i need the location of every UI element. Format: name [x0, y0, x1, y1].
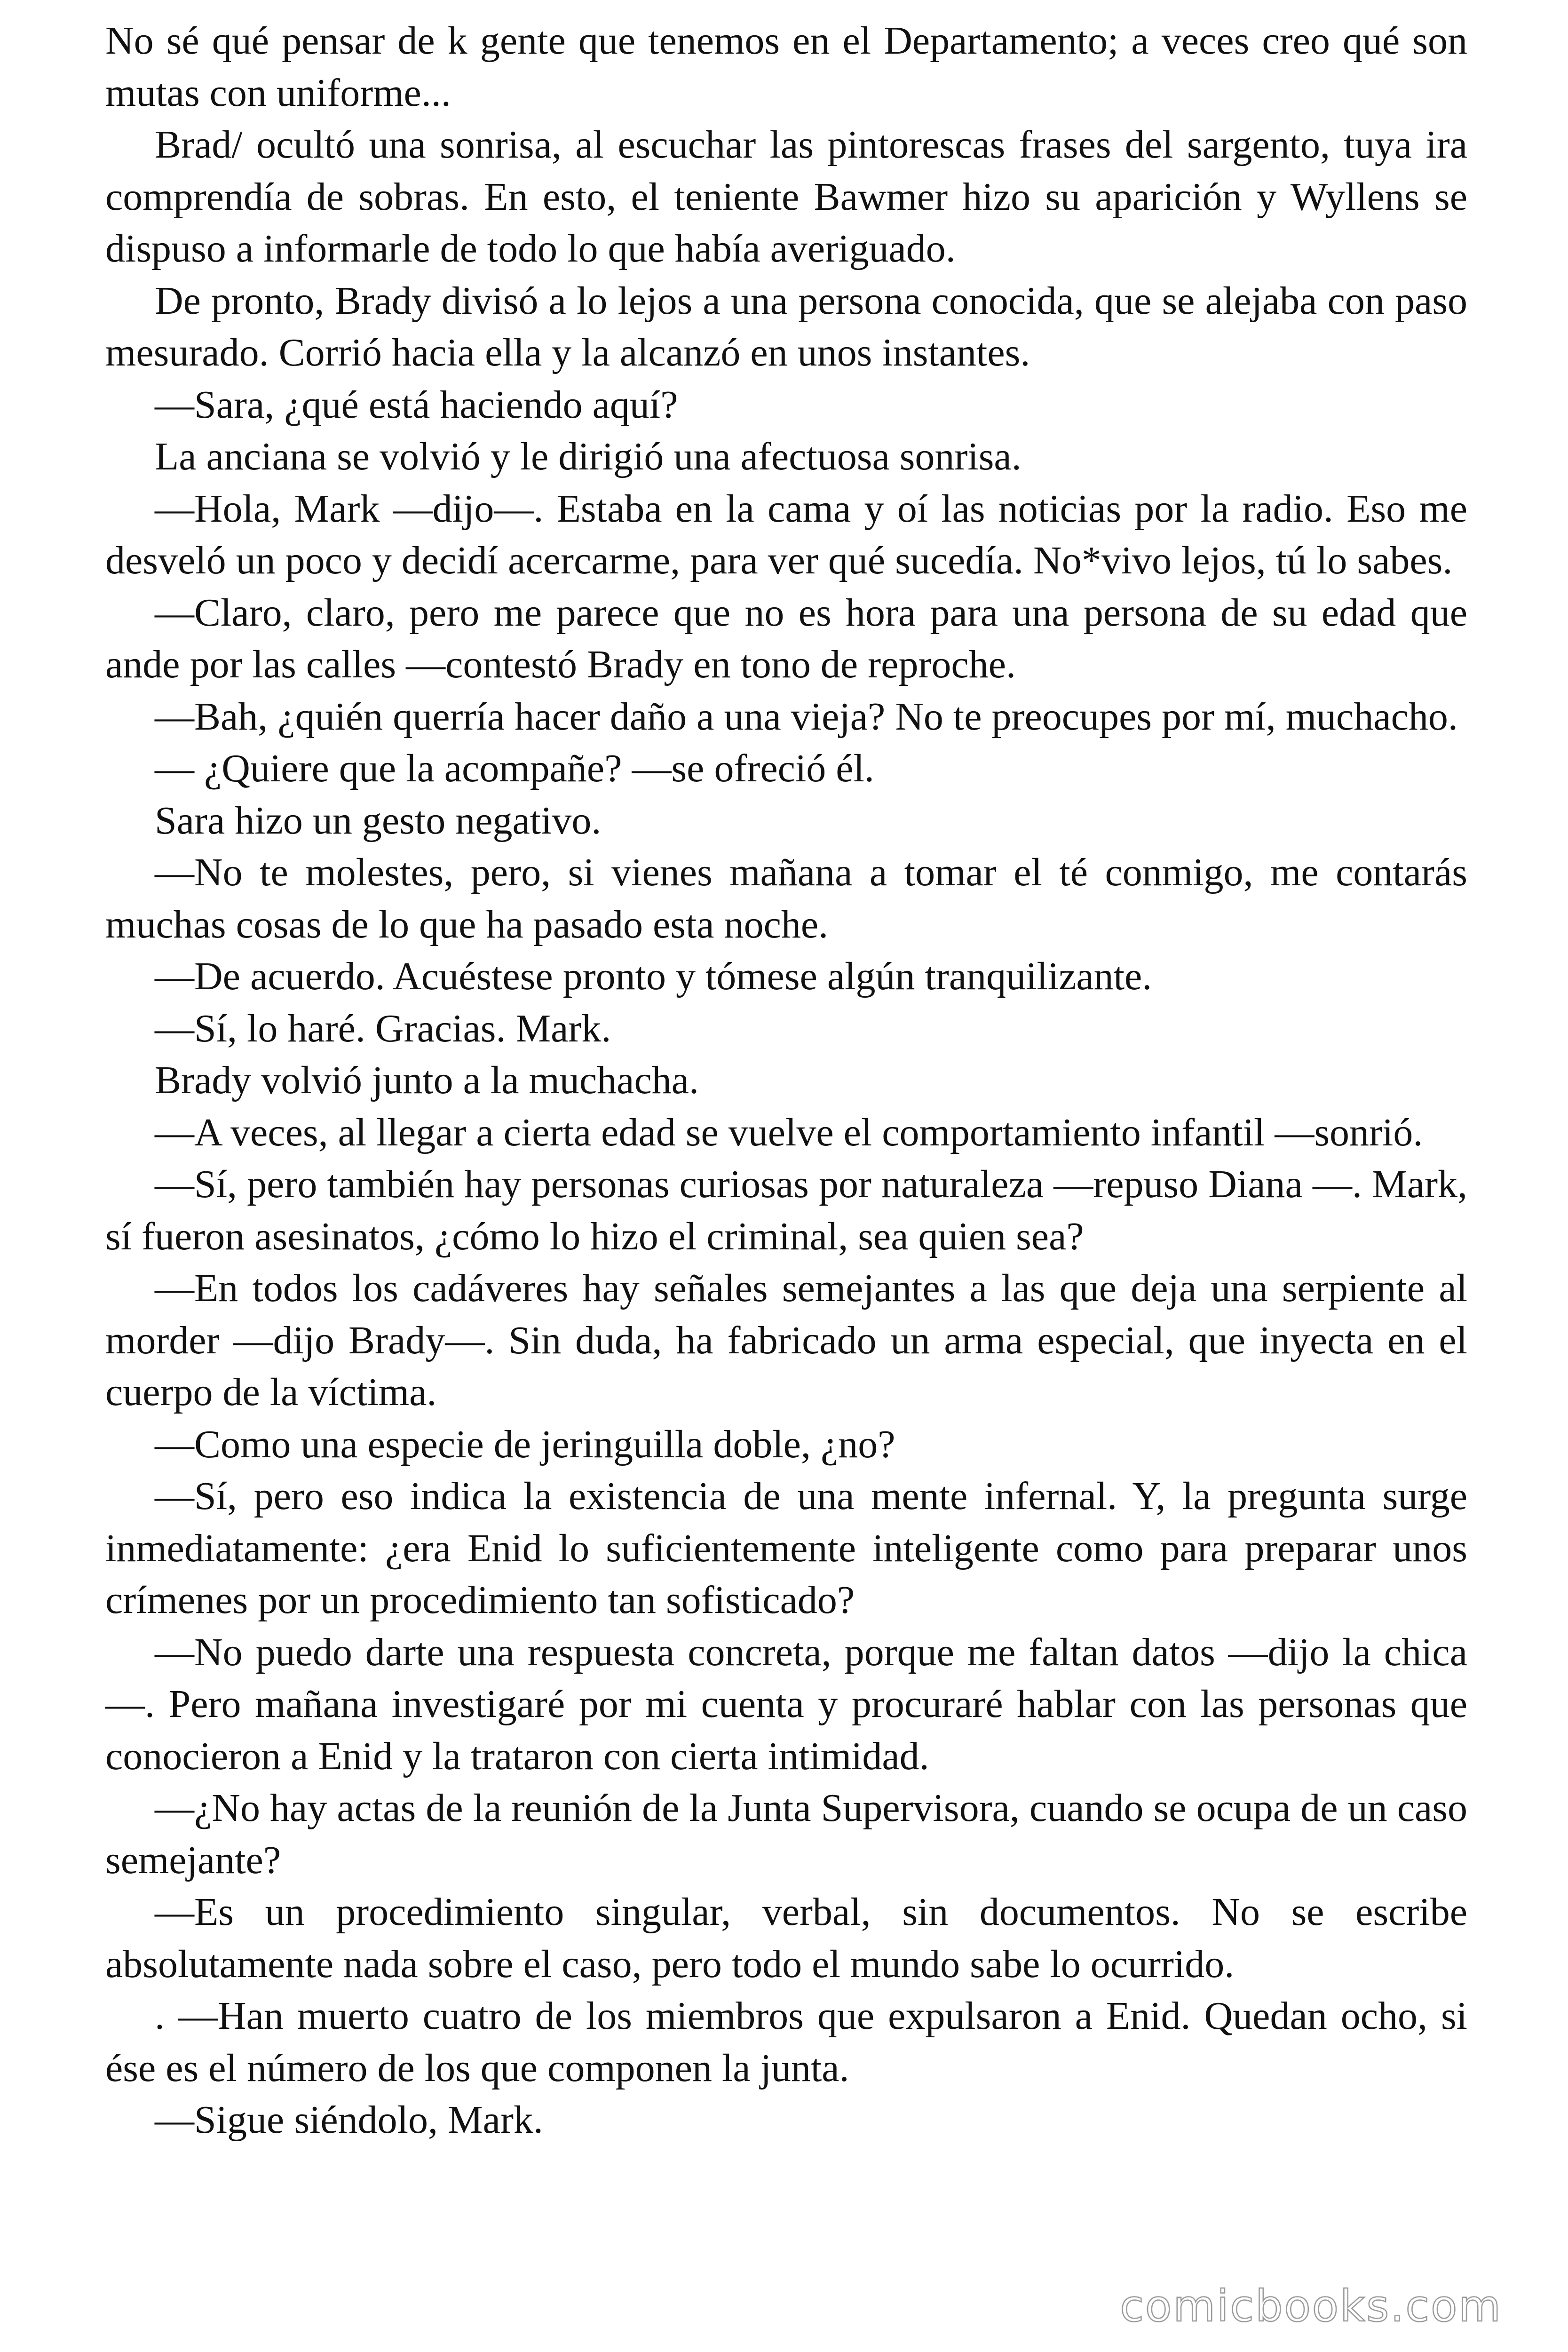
paragraph-21: —¿No hay actas de la reunión de la Junta Supervisora, cuando se ocupa de un caso semejante?	[105, 1786, 1467, 1882]
paragraph-17: —En todos los cadáveres hay señales semejantes a las que deja una serpiente al morder —dijo Brady—. Sin duda, ha fabricado un arma especial, que inyecta en el cuerpo de la víctima.	[105, 1266, 1467, 1414]
paragraph-24: —Sigue siéndolo, Mark.	[155, 2098, 543, 2142]
paragraph-3: De pronto, Brady divisó a lo lejos a una persona conocida, que se alejaba con paso mesurado. Corrió hacia ella y la alcanzó en unos instantes.	[105, 278, 1467, 374]
paragraph-13: —Sí, lo haré. Gracias. Mark.	[155, 1006, 611, 1050]
paragraph-1: No sé qué pensar de k gente que tenemos en el Departamento; a veces creo qué son mutas con uniforme...	[105, 19, 1467, 115]
paragraph-7: —Claro, claro, pero me parece que no es hora para una persona de su edad que ande por las calles —contestó Brady en tono de reproche.	[105, 590, 1467, 686]
paragraph-22: —Es un procedimiento singular, verbal, sin documentos. No se escribe absolutamente nada sobre el caso, pero todo el mundo sabe lo ocurrido.	[105, 1890, 1467, 1986]
watermark-logo: comicbooks.com	[1120, 2281, 1502, 2331]
paragraph-11: —No te molestes, pero, si vienes mañana a tomar el té conmigo, me contarás muchas cosas de lo que ha pasado esta noche.	[105, 850, 1467, 946]
paragraph-6: —Hola, Mark —dijo—. Estaba en la cama y oí las noticias por la radio. Eso me desveló un poco y decidí acercarme, para ver qué sucedía. No*vivo lejos, tú lo sabes.	[105, 486, 1467, 582]
paragraph-23: . —Han muerto cuatro de los miembros que expulsaron a Enid. Quedan ocho, si ése es el número de los que componen la junta.	[105, 1994, 1467, 2090]
paragraph-4: —Sara, ¿qué está haciendo aquí?	[155, 382, 678, 427]
paragraph-2: Brad/ ocultó una sonrisa, al escuchar las pintorescas frases del sargento, tuya ira comprendía de sobras. En esto, el teniente Bawmer hizo su aparición y Wyllens se dispuso a informarle de todo lo que había averiguado.	[105, 123, 1467, 270]
paragraph-19: —Sí, pero eso indica la existencia de una mente infernal. Y, la pregunta surge inmediatamente: ¿era Enid lo suficientemente inteligente como para preparar unos crímenes por un procedimiento tan sofisticado?	[105, 1474, 1467, 1622]
paragraph-5: La anciana se volvió y le dirigió una afectuosa sonrisa.	[155, 435, 1022, 478]
paragraph-20: —No puedo darte una respuesta concreta, porque me faltan datos —dijo la chica—. Pero mañana investigaré por mi cuenta y procuraré hablar con las personas que conocieron a Enid y la trataron con cierta intimidad.	[105, 1630, 1467, 1778]
paragraph-16: —Sí, pero también hay personas curiosas por naturaleza —repuso Diana —. Mark, sí fueron asesinatos, ¿cómo lo hizo el criminal, sea quien sea?	[105, 1162, 1467, 1258]
paragraph-8: —Bah, ¿quién querría hacer daño a una vieja? No te preocupes por mí, muchacho.	[155, 694, 1458, 739]
paragraph-15: —A veces, al llegar a cierta edad se vuelve el comportamiento infantil —sonrió.	[155, 1110, 1423, 1154]
paragraph-14: Brady volvió junto a la muchacha.	[155, 1058, 699, 1102]
paragraph-9: — ¿Quiere que la acompañe? —se ofreció él.	[155, 747, 874, 790]
paragraph-18: —Como una especie de jeringuilla doble, ¿no?	[155, 1422, 895, 1466]
paragraph-10: Sara hizo un gesto negativo.	[155, 798, 602, 842]
book-page	[105, 15, 1467, 2146]
paragraph-12: —De acuerdo. Acuéstese pronto y tómese algún tranquilizante.	[155, 954, 1152, 998]
